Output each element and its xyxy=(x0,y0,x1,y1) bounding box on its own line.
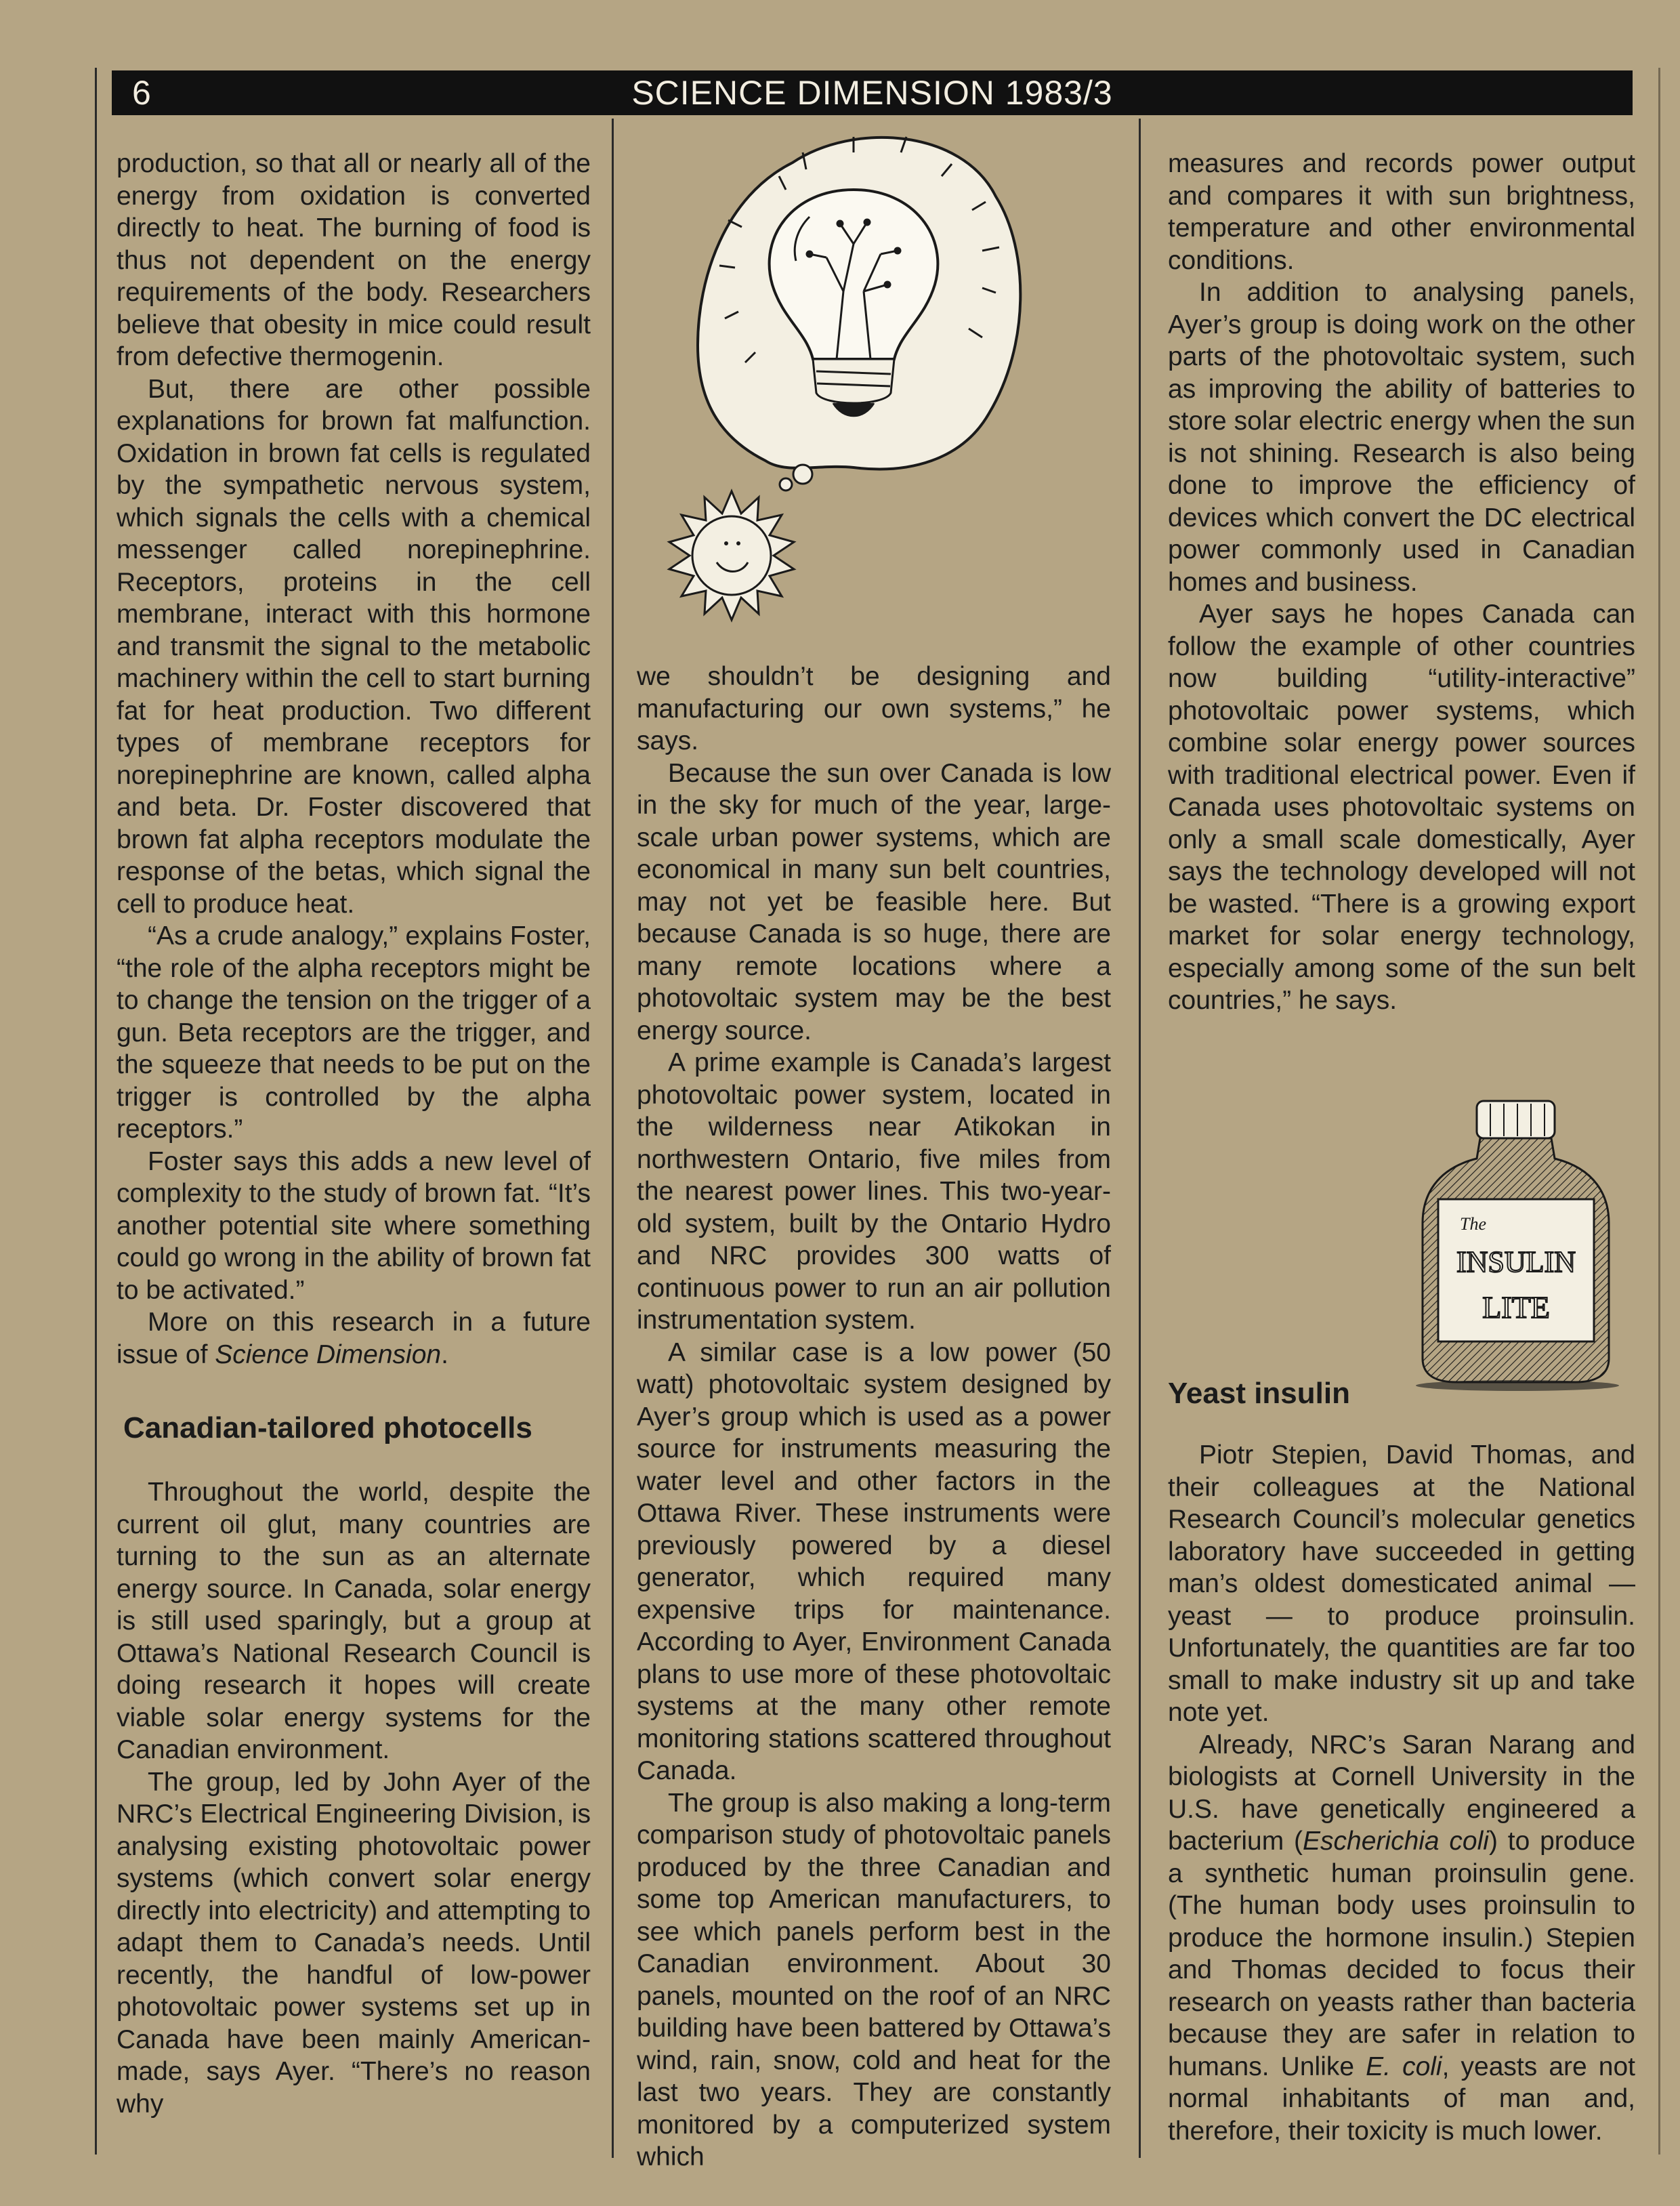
section-heading-yeast-insulin: Yeast insulin xyxy=(1168,1377,1350,1410)
paragraph: The group is also making a long-term comparison study of photovoltaic panels produced by the three Canadian and some top American manufacturers, to see which panels perform best in the Canadian environment. About 30 panels, mounted on the roof of an NRC building have been battered by Ottawa’s wind, rain, snow, cold and heat for the last two years. They are constantly monitored by a computerized system which xyxy=(637,1788,1111,2171)
column-3-lower xyxy=(1168,1375,1635,2147)
column-rule-2 xyxy=(1139,119,1141,2158)
page-header xyxy=(112,70,1633,115)
species-name: E. coli xyxy=(1366,2052,1442,2081)
column-rule-1 xyxy=(612,119,614,2158)
bottle-label-small: The xyxy=(1460,1214,1486,1234)
magazine-title: SCIENCE DIMENSION 1983/3 xyxy=(631,74,1113,112)
paragraph: A similar case is a low power (50 watt) photovoltaic system designed by Ayer’s group which is used as a power source for instruments measuring the water level and other factors in the Ottawa River. These instruments were previously powered by a diesel generator, which required many expensive trips for maintenance. According to Ayer, Environment Canada plans to use more of these photovoltaic systems at the many other remote monitoring stations scattered throughout Canada. xyxy=(637,1337,1111,1785)
publication-name: Science Dimension xyxy=(215,1339,442,1369)
page-border-right xyxy=(1658,68,1660,2155)
paragraph: “As a crude analogy,” explains Foster, “the role of the alpha receptors might be to change the tension on the trigger of a gun. Beta receptors are the trigger, and the squeeze that needs to be put on the trigger is controlled by the alpha receptors.” xyxy=(117,921,591,1144)
paragraph: Foster says this adds a new level of complexity to the study of brown fat. “It’s another potential site where something could go wrong in the ability of brown fat to be activated.” xyxy=(117,1146,591,1305)
paragraph: measures and records power output and compares it with sun brightness, temperature and other environmental conditions. xyxy=(1168,149,1635,275)
paragraph: production, so that all or nearly all of the energy from oxidation is converted directly to heat. The burning of food is thus not dependent on the energy requirements of the body. Researchers believe that obesity in mice could result from defective thermogenin. xyxy=(117,149,591,371)
insulin-bottle-illustration xyxy=(1406,1094,1636,1392)
text-run: ) to produce a synthetic human proinsulin gene. (The human body uses proinsulin to produce the hormone insulin.) Stepien and Thomas decided to focus their research on yeasts rather than bacteria because they are safer in relation to humans. Unlike xyxy=(1168,1827,1636,2081)
paragraph: Because the sun over Canada is low in the sky for much of the year, large-scale urban power systems, which are economical in many sun belt countries, may not yet be feasible here. But because Canada is so huge, there are many remote locations where a photovoltaic system may be the best energy source. xyxy=(637,758,1111,1045)
column-3 xyxy=(1168,148,1635,1017)
bottle-label-line1: INSULIN xyxy=(1456,1245,1576,1278)
section-heading-photocells: Canadian-tailored photocells xyxy=(123,1411,532,1444)
paragraph xyxy=(117,1306,591,1371)
text-run: More on this research in a future issue of xyxy=(117,1308,591,1369)
paragraph: Ayer says he hopes Canada can follow the example of other countries now building “utility-interactive” photovoltaic power systems, which combine solar energy power sources with traditional electrical power. Even if Canada uses photovoltaic systems on only a small scale domestically, Ayer says the technology developed will not be wasted. “There is a growing export market for solar energy technology, especially among some of the sun belt countries,” he says. xyxy=(1168,600,1635,1015)
column-1 xyxy=(117,148,591,2120)
bottle-label-line2: LITE xyxy=(1482,1290,1550,1325)
paragraph: we shouldn’t be designing and manufacturing our own systems,” he says. xyxy=(637,662,1111,755)
page-border-left xyxy=(95,68,97,2155)
text-run: , yeasts are not normal inhabitants of man and, therefore, their toxicity is much lower. xyxy=(1168,2052,1636,2146)
column-2 xyxy=(637,661,1111,2173)
page-number: 6 xyxy=(132,74,151,112)
paragraph: Piotr Stepien, David Thomas, and their colleagues at the National Research Council’s molecular genetics laboratory have succeeded in getting man’s oldest domesticated animal — yeast — to produce proinsulin. Unfortunately, the quantities are far too small to make industry sit up and take note yet. xyxy=(1168,1440,1635,1727)
paragraph: A prime example is Canada’s largest photovoltaic power system, located in the wilderness near Atikokan in northwestern Ontario, five miles from the nearest power lines. This two-year-old system, built by the Ontario Hydro and NRC provides 300 watts of continuous power to run an air pollution instrumentation system. xyxy=(637,1048,1111,1335)
paragraph xyxy=(1168,1729,1635,2148)
paragraph: In addition to analysing panels, Ayer’s group is doing work on the other parts of the photovoltaic system, such as improving the ability of batteries to store solar electric energy when the sun is not shining. Research is also being done to improve the efficiency of devices which convert the DC electrical power commonly used in Canadian homes and business. xyxy=(1168,278,1635,597)
text-run: . xyxy=(441,1339,448,1369)
paragraph: But, there are other possible explanations for brown fat malfunction. Oxidation in brown fat cells is regulated by the sympathetic nervous system, which signals the cells with a chemical messenger called norepinephrine. Receptors, proteins in the cell membrane, interact with this hormone and transmit the signal to the metabolic machinery within the cell to start burning fat for heat production. Two different types of membrane receptors for norepinephrine are known, called alpha and beta. Dr. Foster discovered that brown fat alpha receptors modulate the response of the betas, which signal the cell to produce heat. xyxy=(117,374,591,919)
species-name: Escherichia coli xyxy=(1303,1827,1489,1856)
text-run: Already, NRC’s Saran Narang and biologists at Cornell University in the U.S. have genetically engineered a bacterium ( xyxy=(1168,1730,1635,1856)
paragraph: Throughout the world, despite the current oil glut, many countries are turning to the sun as an alternate energy source. In Canada, solar energy is still used sparingly, but a group at Ottawa’s National Research Council is doing research it hopes will create viable solar energy systems for the Canadian environment. xyxy=(117,1478,591,1764)
lightbulb-sun-illustration xyxy=(650,122,1057,637)
paragraph: The group, led by John Ayer of the NRC’s Electrical Engineering Division, is analysing existing photovoltaic power systems (which convert solar energy directly into electricity) and attempting to adapt them to Canada’s needs. Until recently, the handful of low-power photovoltaic power systems set up in Canada have been mainly American-made, says Ayer. “There’s no reason why xyxy=(117,1767,591,2119)
